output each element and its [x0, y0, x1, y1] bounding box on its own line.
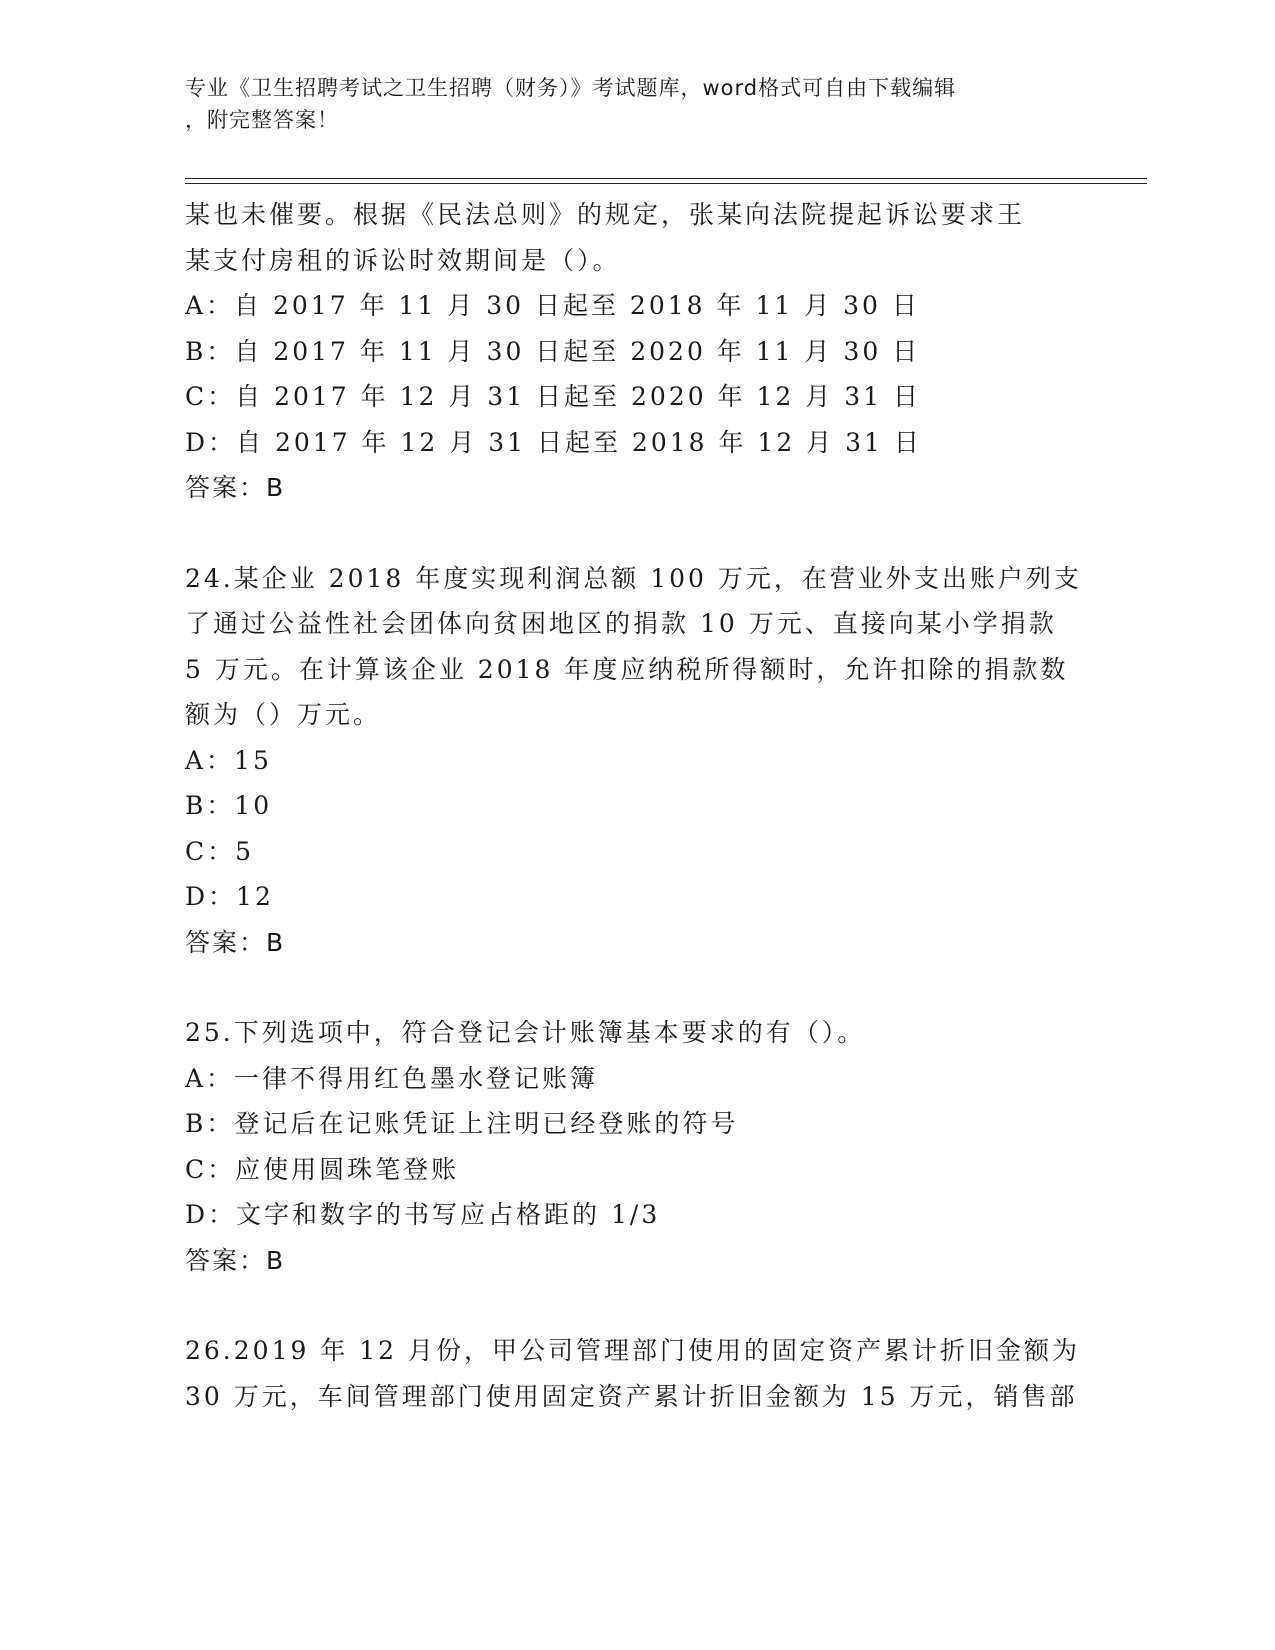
option-d: D：12 [185, 882, 274, 911]
question-stem-line: 30 万元，车间管理部门使用固定资产累计折旧金额为 15 万元，销售部 [185, 1381, 1078, 1411]
question-stem-line: 26.2019 年 12 月份，甲公司管理部门使用的固定资产累计折旧金额为 [185, 1336, 1081, 1365]
question-stem-line: 24.某企业 2018 年度实现利润总额 100 万元，在营业外支出账户列支 [185, 563, 1082, 593]
answer-line: 答案：B [185, 473, 286, 502]
option-d: D：文字和数字的书写应占格距的 1/3 [185, 1200, 661, 1229]
option-b: B：登记后在记账凭证上注明已经登账的符号 [185, 1109, 739, 1138]
option-b: B：10 [185, 791, 273, 820]
spacer [185, 965, 1085, 1010]
question-26 [185, 1328, 1085, 1419]
document-header [185, 72, 1065, 136]
option-a: A：一律不得用红色墨水登记账簿 [185, 1063, 599, 1093]
question-stem-line: 某支付房租的诉讼时效期间是（）。 [185, 245, 621, 275]
header-divider-top [185, 178, 1147, 179]
answer-line: 答案：B [185, 927, 286, 957]
header-line-1: 专业《卫生招聘考试之卫生招聘（财务）》考试题库，word格式可自由下载编辑 [185, 76, 957, 100]
document-body [185, 192, 1085, 1419]
question-25 [185, 1010, 1085, 1283]
question-24 [185, 556, 1085, 966]
answer-line: 答案：B [185, 1245, 286, 1275]
spacer [185, 1283, 1085, 1328]
option-d: D：自 2017 年 12 月 31 日起至 2018 年 12 月 31 日 [185, 427, 922, 457]
header-line-2: ，附完整答案！ [185, 108, 339, 132]
option-b: B：自 2017 年 11 月 30 日起至 2020 年 11 月 30 日 [185, 336, 921, 366]
option-c: C：自 2017 年 12 月 31 日起至 2020 年 12 月 31 日 [185, 382, 921, 411]
option-a: A：自 2017 年 11 月 30 日起至 2018 年 11 月 30 日 [185, 291, 920, 320]
option-c: C：5 [185, 836, 255, 866]
spacer [185, 511, 1085, 556]
header-divider-bottom [185, 183, 1147, 184]
question-stem-line: 25.下列选项中，符合登记会计账簿基本要求的有（）。 [185, 1018, 866, 1047]
question-23 [185, 192, 1085, 511]
question-stem-line: 5 万元。在计算该企业 2018 年度应纳税所得额时，允许扣除的捐款数 [185, 654, 1069, 684]
question-stem-line: 某也未催要。根据《民法总则》的规定，张某向法院提起诉讼要求王 [185, 200, 1026, 229]
question-stem-line: 额为（）万元。 [185, 700, 382, 729]
option-c: C：应使用圆珠笔登账 [185, 1154, 460, 1184]
question-stem-line: 了通过公益性社会团体向贫困地区的捐款 10 万元、直接向某小学捐款 [185, 609, 1057, 638]
option-a: A：15 [185, 745, 272, 775]
